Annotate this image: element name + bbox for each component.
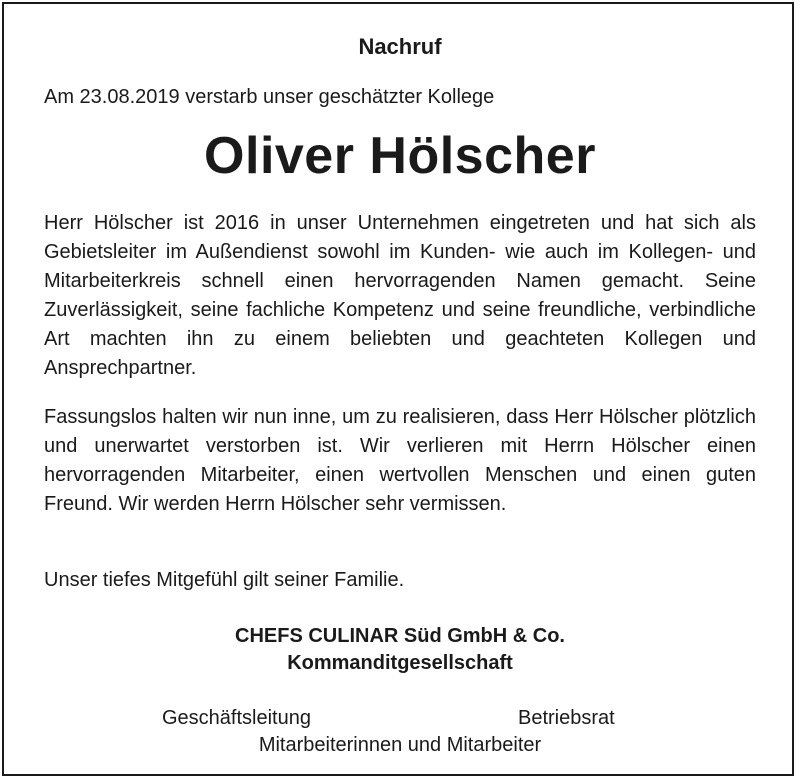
paragraph-loss: Fassungslos halten wir nun inne, um zu realisieren, dass Herr Hölscher plötzlich und unerwartet verstorben ist. Wir verlieren mit Herrn Hölscher einen hervorragenden Mitarbeiter, einen wertvollen Menschen und einen guten Freund. Wir werden Herrn Hölscher sehr vermissen.: [44, 406, 756, 515]
paragraph-condolence: Unser tiefes Mitgefühl gilt seiner Familie.: [44, 569, 405, 591]
company-name: CHEFS CULINAR Süd GmbH & Co.: [235, 625, 565, 647]
notice-intro: Am 23.08.2019 verstarb unser geschätzter Kollege: [44, 86, 495, 108]
paragraph-tribute: Herr Hölscher ist 2016 in unser Unternehmen eingetreten und hat sich als Gebietsleiter im Außendienst sowohl im Kunden- wie auch im Kollegen- und Mitarbeiterkreis schnell einen hervorragenden Namen gemacht. Seine Zuverlässigkeit, seine fachliche Kompetenz und seine freundliche, verbindliche Art machten ihn zu einem beliebten und geachteten Kollegen und Ansprechpartner.: [44, 212, 756, 379]
signature-management: Geschäftsleitung: [162, 707, 311, 729]
company-legal-form: Kommanditgesellschaft: [287, 652, 513, 674]
notice-heading: Nachruf: [358, 34, 442, 59]
company-signature: [0, 623, 800, 677]
signature-staff: Mitarbeiterinnen und Mitarbeiter: [258, 734, 542, 756]
deceased-name: Oliver Hölscher: [204, 127, 596, 185]
signature-works-council: Betriebsrat: [518, 707, 615, 729]
